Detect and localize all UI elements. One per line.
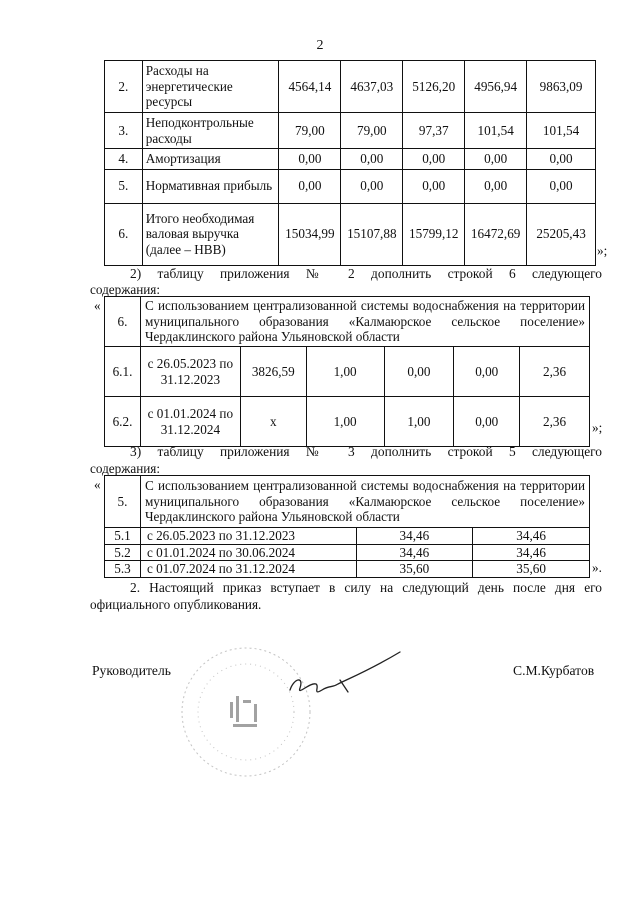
- closing-quote: ».: [592, 560, 602, 575]
- period-cell: с 01.01.2024 по 31.12.2024: [140, 397, 240, 447]
- value-cell: 0,00: [384, 347, 454, 397]
- value-cell: 9863,09: [527, 61, 596, 113]
- value-cell: 5126,20: [403, 61, 465, 113]
- value-cell: 34,46: [356, 544, 473, 561]
- value-cell: 35,60: [473, 561, 590, 578]
- paragraph-line: официального опубликования.: [90, 597, 262, 612]
- page-number: 2: [316, 38, 324, 53]
- value-cell: 97,37: [403, 113, 465, 149]
- value-cell: 25205,43: [527, 203, 596, 265]
- table-row: [105, 544, 590, 561]
- closing-quote: »;: [592, 420, 603, 435]
- value-cell: 16472,69: [465, 203, 527, 265]
- table-row: [105, 113, 596, 149]
- value-cell: 2,36: [520, 347, 590, 397]
- row-number: 6.: [105, 203, 143, 265]
- opening-quote: «: [94, 298, 101, 313]
- period-cell: с 01.01.2024 по 30.06.2024: [140, 544, 356, 561]
- value-cell: 34,46: [473, 544, 590, 561]
- paragraph-line: содержания:: [90, 282, 161, 297]
- period-cell: с 26.05.2023 по 31.12.2023: [140, 528, 356, 545]
- paragraph-line: содержания:: [90, 461, 161, 476]
- value-cell: 0,00: [403, 169, 465, 203]
- row-number: 4.: [105, 149, 143, 170]
- row-number: 6.2.: [105, 397, 141, 447]
- value-cell: 15034,99: [279, 203, 341, 265]
- value-cell: 4564,14: [279, 61, 341, 113]
- row-label: Неподконтрольные расходы: [142, 113, 279, 149]
- header-text: С использованием централизованной системы водоснабжения на территории муниципального образования «Калмаюрское сельское поселение» Чердаклинского района Ульяновской области: [140, 297, 589, 347]
- value-cell: 101,54: [527, 113, 596, 149]
- signatory-name: С.М.Курбатов: [513, 663, 595, 678]
- value-cell: 0,00: [403, 149, 465, 170]
- signature-scribble: [290, 652, 400, 692]
- value-cell: 4637,03: [341, 61, 403, 113]
- signatory-position: Руководитель: [92, 663, 171, 678]
- row-number: 5.1: [105, 528, 141, 545]
- table-row: [105, 203, 596, 265]
- period-cell: с 26.05.2023 по 31.12.2023: [140, 347, 240, 397]
- row-label: Амортизация: [142, 149, 279, 170]
- value-cell: 0,00: [341, 149, 403, 170]
- value-cell: 79,00: [341, 113, 403, 149]
- value-cell: 2,36: [520, 397, 590, 447]
- row-number: 6.1.: [105, 347, 141, 397]
- table-row: [105, 149, 596, 170]
- row-label: Итого необходимая валовая выручка (далее – НВВ): [142, 203, 279, 265]
- header-number: 6.: [105, 297, 141, 347]
- table-header-row: [105, 476, 590, 528]
- value-cell: 0,00: [454, 347, 520, 397]
- value-cell: х: [240, 397, 306, 447]
- row-number: 2.: [105, 61, 143, 113]
- value-cell: 0,00: [465, 149, 527, 170]
- tariff-table: [104, 475, 590, 578]
- value-cell: 1,00: [306, 347, 384, 397]
- table-row: [105, 561, 590, 578]
- cost-table: [104, 60, 596, 266]
- water-supply-table: [104, 296, 590, 447]
- opening-quote: «: [94, 477, 101, 492]
- table-row: [105, 169, 596, 203]
- table-row: [105, 397, 590, 447]
- value-cell: 79,00: [279, 113, 341, 149]
- paragraph-line: 2) таблицу приложения № 2 дополнить строкой 6 следующего: [130, 266, 602, 281]
- table-header-row: [105, 297, 590, 347]
- row-number: 5.: [105, 169, 143, 203]
- seal-stamp: [170, 630, 450, 780]
- period-cell: с 01.07.2024 по 31.12.2024: [140, 561, 356, 578]
- paragraph-line: 3) таблицу приложения № 3 дополнить строкой 5 следующего: [130, 444, 602, 459]
- value-cell: 1,00: [384, 397, 454, 447]
- value-cell: 0,00: [527, 149, 596, 170]
- header-number: 5.: [105, 476, 141, 528]
- value-cell: 101,54: [465, 113, 527, 149]
- table-row: [105, 61, 596, 113]
- value-cell: 3826,59: [240, 347, 306, 397]
- value-cell: 0,00: [279, 169, 341, 203]
- row-label: Нормативная прибыль: [142, 169, 279, 203]
- value-cell: 0,00: [465, 169, 527, 203]
- value-cell: 35,60: [356, 561, 473, 578]
- value-cell: 15799,12: [403, 203, 465, 265]
- row-label: Расходы на энергетические ресурсы: [142, 61, 279, 113]
- value-cell: 0,00: [341, 169, 403, 203]
- table-row: [105, 347, 590, 397]
- table-row: [105, 528, 590, 545]
- paragraph-line: 2. Настоящий приказ вступает в силу на следующий день после дня его: [130, 580, 602, 595]
- value-cell: 0,00: [454, 397, 520, 447]
- value-cell: 0,00: [527, 169, 596, 203]
- value-cell: 1,00: [306, 397, 384, 447]
- header-text: С использованием централизованной системы водоснабжения на территории муниципального образования «Калмаюрское сельское поселение» Чердаклинского района Ульяновской области: [140, 476, 589, 528]
- value-cell: 15107,88: [341, 203, 403, 265]
- closing-quote: »;: [597, 243, 608, 258]
- value-cell: 4956,94: [465, 61, 527, 113]
- value-cell: 34,46: [473, 528, 590, 545]
- row-number: 3.: [105, 113, 143, 149]
- row-number: 5.2: [105, 544, 141, 561]
- value-cell: 34,46: [356, 528, 473, 545]
- row-number: 5.3: [105, 561, 141, 578]
- value-cell: 0,00: [279, 149, 341, 170]
